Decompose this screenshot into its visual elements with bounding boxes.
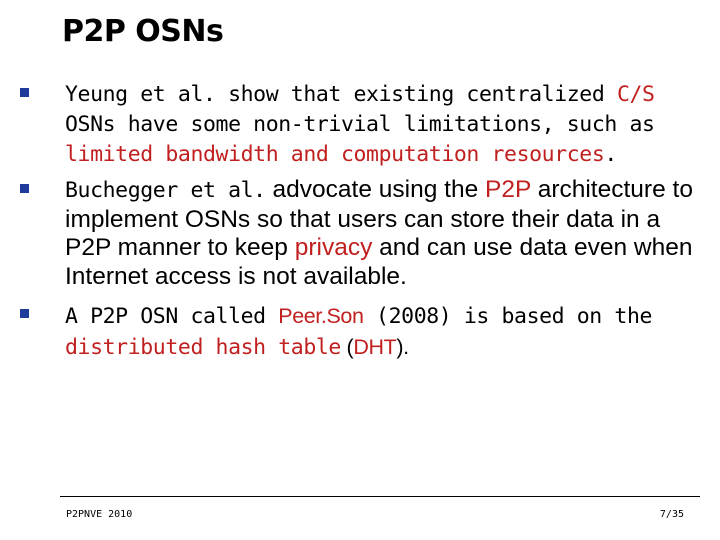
bullet-text-seg: (2008) is based on the [363, 304, 653, 329]
footer-divider [60, 496, 700, 497]
footer-label: P2PNVE 2010 [66, 509, 133, 520]
bullet-highlight: limited bandwidth and computation resources [65, 142, 605, 167]
bullet-list [20, 80, 700, 369]
bullet-text-seg: architecture to implement OSNs so that users can store their data in a P2P manner to keep [65, 176, 693, 261]
square-bullet-icon [20, 88, 29, 97]
bullet-item-1 [20, 80, 700, 170]
bullet-text-seg: . [604, 142, 617, 167]
bullet-text-seg: A P2P OSN called [65, 304, 279, 329]
bullet-text-seg: ). [396, 335, 409, 359]
bullet-item-2 [20, 176, 700, 291]
bullet-text-seg: and can use data even when Internet access is not available. [65, 234, 693, 290]
bullet-text-seg: advocate using the [265, 176, 486, 203]
bullet-text-seg: OSNs have some non-trivial limitations, such as [65, 112, 655, 137]
square-bullet-icon [20, 309, 29, 318]
bullet-item-3 [20, 301, 700, 363]
page-number: 7/35 [659, 509, 684, 520]
bullet-highlight: distributed hash table [65, 335, 341, 360]
bullet-highlight: DHT [353, 335, 397, 359]
slide-title: P2P OSNs [62, 14, 224, 49]
bullet-highlight: C/S [616, 82, 655, 107]
bullet-highlight: privacy [294, 234, 373, 261]
bullet-text-seg: Yeung et al. show that existing centralized [65, 82, 617, 107]
bullet-highlight: Peer.Son [278, 304, 364, 328]
bullet-text-seg: ( [340, 335, 354, 359]
bullet-text-seg: Buchegger et al. [65, 178, 266, 203]
square-bullet-icon [20, 184, 29, 193]
bullet-highlight: P2P [485, 176, 531, 203]
